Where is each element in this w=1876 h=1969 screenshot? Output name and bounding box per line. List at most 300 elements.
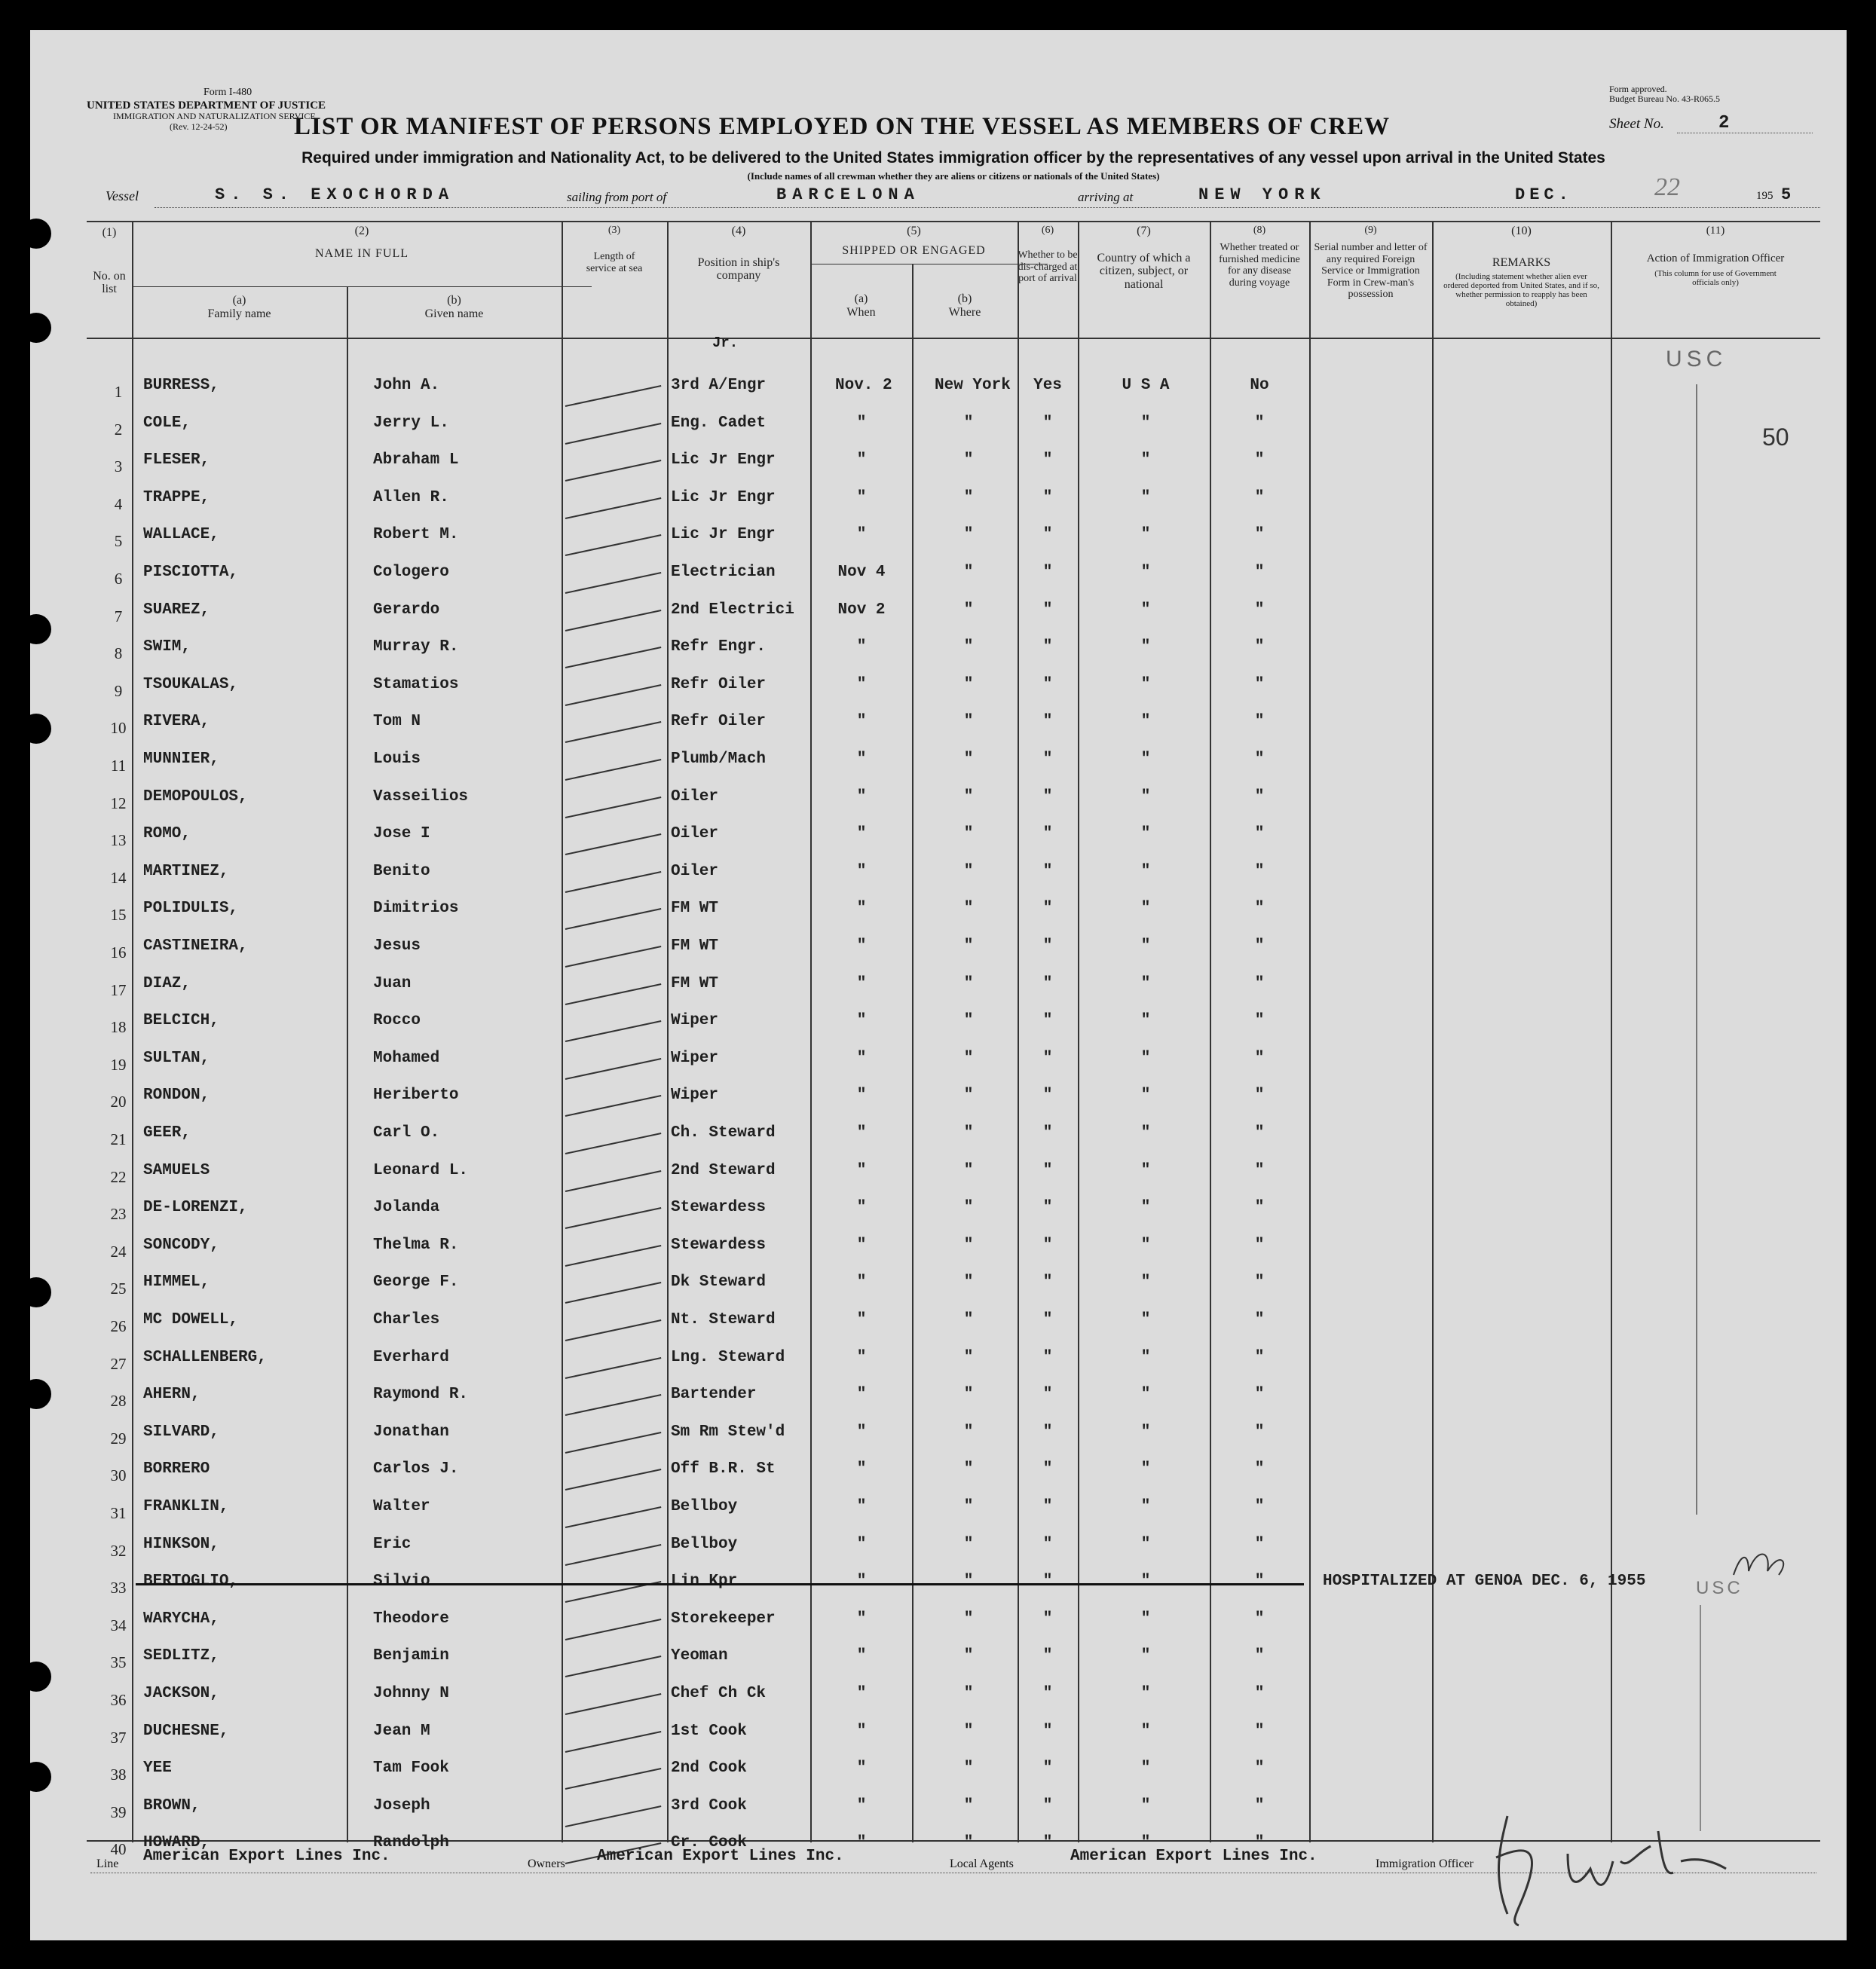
discharge: "	[1042, 1647, 1053, 1665]
family-name: YEE	[143, 1760, 172, 1778]
position: Dk Steward	[671, 1273, 767, 1292]
family-name: DIAZ,	[143, 974, 191, 992]
shipped-where: "	[963, 1685, 974, 1702]
shipped-when: "	[856, 1647, 867, 1665]
binder-hole	[30, 1662, 51, 1692]
discharge: "	[1042, 526, 1053, 544]
col5-number: (5)	[907, 225, 921, 237]
family-name: BROWN,	[143, 1796, 200, 1815]
family-name: MUNNIER,	[143, 751, 219, 768]
shipped-when: "	[856, 937, 867, 955]
discharge: "	[1042, 1348, 1053, 1366]
country: "	[1140, 1610, 1151, 1628]
discharge: "	[1042, 1386, 1053, 1404]
shipped-where: "	[963, 900, 974, 918]
shipped-when: "	[856, 1796, 867, 1815]
vessel-line	[155, 207, 1820, 208]
officer-signature	[1477, 1801, 1734, 1929]
col2a-header	[132, 294, 347, 320]
service-slash-mark	[565, 1020, 662, 1042]
country: "	[1140, 1498, 1151, 1515]
country: "	[1140, 900, 1151, 918]
family-name: BELCICH,	[143, 1012, 219, 1030]
position: Lic Jr Engr	[671, 451, 776, 469]
row-number: 19	[110, 1055, 127, 1074]
row-number: 17	[110, 980, 127, 999]
discharge: "	[1042, 488, 1053, 506]
given-name: John A.	[373, 377, 440, 394]
discharge: "	[1042, 1573, 1053, 1591]
crew-count-annotation: 50	[1762, 423, 1789, 451]
service-slash-mark	[565, 385, 662, 407]
row-number: 34	[110, 1616, 127, 1634]
binder-hole	[30, 219, 51, 249]
position: Ch. Steward	[671, 1124, 776, 1142]
year-prefix: 195	[1756, 190, 1773, 202]
given-name: Carlos J.	[373, 1460, 459, 1478]
country: "	[1140, 488, 1151, 506]
service-slash-mark	[565, 946, 662, 968]
owners-label: Owners	[528, 1857, 565, 1870]
shipped-when: "	[856, 1722, 867, 1740]
discharge: "	[1042, 1760, 1053, 1778]
shipped-where: "	[963, 675, 974, 693]
treated: "	[1254, 451, 1265, 469]
treated: "	[1254, 1460, 1265, 1478]
row-number: 31	[110, 1504, 127, 1522]
arriving-label: arriving at	[1078, 190, 1134, 204]
shipped-where: "	[963, 937, 974, 955]
shipped-where: "	[963, 601, 974, 619]
row-number: 3	[114, 457, 123, 476]
country: "	[1140, 526, 1151, 544]
family-name: WALLACE,	[143, 526, 219, 544]
service-slash-mark	[565, 423, 662, 445]
position: FM WT	[671, 974, 719, 992]
treated: "	[1254, 1049, 1265, 1067]
shipped-where: "	[963, 1796, 974, 1815]
treated: No	[1250, 377, 1269, 394]
family-name: SONCODY,	[143, 1236, 219, 1254]
shipped-when: "	[856, 1460, 867, 1478]
shipped-where: "	[963, 1498, 974, 1515]
row-number: 39	[110, 1802, 127, 1821]
shipped-when: "	[856, 1498, 867, 1515]
service-slash-mark	[565, 1469, 662, 1491]
col-line-6	[912, 264, 914, 1842]
service-slash-mark	[565, 1619, 662, 1640]
given-name: Heriberto	[373, 1087, 459, 1105]
row-number: 2	[114, 420, 123, 439]
discharge: Yes	[1033, 377, 1062, 394]
position: Wiper	[671, 1087, 719, 1105]
position: Stewardess	[671, 1199, 767, 1217]
country: "	[1140, 862, 1151, 880]
position: Bellboy	[671, 1498, 738, 1515]
col4-header	[667, 225, 810, 283]
discharge: "	[1042, 713, 1053, 731]
position: Wiper	[671, 1012, 719, 1030]
shipped-where: "	[963, 638, 974, 656]
treated: "	[1254, 1760, 1265, 1778]
sheet-label: Sheet No.	[1609, 116, 1664, 132]
given-name: George F.	[373, 1273, 459, 1292]
treated: "	[1254, 787, 1265, 806]
include-note: (Include names of all crewman whether they are aliens or citizens or nationals of the United States)	[747, 170, 1160, 182]
discharge: "	[1042, 862, 1053, 880]
family-name: AHERN,	[143, 1386, 200, 1404]
position: Refr Oiler	[671, 675, 767, 693]
family-name: BURRESS,	[143, 377, 219, 394]
country: "	[1140, 451, 1151, 469]
given-name: Rocco	[373, 1012, 421, 1030]
country: "	[1140, 825, 1151, 843]
row-number: 1	[114, 383, 123, 401]
position: Eng. Cadet	[671, 414, 767, 432]
given-name: Carl O.	[373, 1124, 440, 1142]
service-slash-mark	[565, 1207, 662, 1229]
treated: "	[1254, 1647, 1265, 1665]
treated: "	[1254, 1796, 1265, 1815]
treated: "	[1254, 1722, 1265, 1740]
discharge: "	[1042, 825, 1053, 843]
given-name: Benito	[373, 862, 430, 880]
shipped-where: "	[963, 1834, 974, 1852]
shipped-where: "	[963, 1012, 974, 1030]
col-line-12	[1611, 222, 1612, 1842]
name-subheader-border	[132, 286, 592, 287]
treated: "	[1254, 751, 1265, 768]
position: Refr Oiler	[671, 713, 767, 731]
discharge: "	[1042, 1049, 1053, 1067]
given-name: Gerardo	[373, 601, 440, 619]
shipped-when: "	[856, 1049, 867, 1067]
family-name: HOWARD,	[143, 1834, 210, 1852]
col10-note: (Including statement whether alien ever ordered deported from United States, and if so, whether permission to reapply has been obtained)	[1443, 272, 1599, 309]
shipped-when: "	[856, 825, 867, 843]
position: FM WT	[671, 900, 719, 918]
given-name: Randolph	[373, 1834, 449, 1852]
discharge: "	[1042, 1273, 1053, 1292]
agents-value: American Export Lines Inc.	[1070, 1848, 1317, 1865]
col1-number: (1)	[102, 226, 117, 239]
row-number: 13	[110, 831, 127, 850]
given-name: Raymond R.	[373, 1386, 469, 1404]
col10-number: (10)	[1511, 225, 1532, 237]
country: U S A	[1122, 377, 1170, 394]
shipped-where: "	[963, 1087, 974, 1105]
row-number: 36	[110, 1691, 127, 1709]
row-number: 20	[110, 1093, 127, 1111]
discharge: "	[1042, 1087, 1053, 1105]
given-name: Walter	[373, 1498, 430, 1515]
line-label: Line	[96, 1857, 119, 1870]
shipped-where: "	[963, 1423, 974, 1441]
col3-header	[562, 225, 667, 274]
treated: "	[1254, 1834, 1265, 1852]
family-name: SWIM,	[143, 638, 191, 656]
treated: "	[1254, 488, 1265, 506]
service-slash-mark	[565, 759, 662, 781]
sheet-number: 2	[1718, 113, 1730, 133]
col8-title: Whether treated or furnished medicine for any disease during voyage	[1219, 242, 1300, 289]
service-slash-mark	[565, 1544, 662, 1566]
treated: "	[1254, 1273, 1265, 1292]
family-name: RONDON,	[143, 1087, 210, 1105]
col6-number: (6)	[1041, 225, 1054, 236]
col-line-10	[1309, 222, 1311, 1842]
line-value: American Export Lines Inc.	[143, 1848, 390, 1865]
given-name: Jesus	[373, 937, 421, 955]
service-slash-mark	[565, 610, 662, 631]
family-name: POLIDULIS,	[143, 900, 239, 918]
col9-header	[1309, 225, 1432, 300]
treated: "	[1254, 564, 1265, 581]
country: "	[1140, 1273, 1151, 1292]
family-name: WARYCHA,	[143, 1610, 219, 1628]
shipped-where: "	[963, 1460, 974, 1478]
row-remark: HOSPITALIZED AT GENOA DEC. 6, 1955	[1323, 1573, 1646, 1591]
treated: "	[1254, 601, 1265, 619]
discharge: "	[1042, 601, 1053, 619]
binder-hole	[30, 1379, 51, 1409]
treated: "	[1254, 1685, 1265, 1702]
family-name: DEMOPOULOS,	[143, 787, 248, 806]
row-number: 35	[110, 1653, 127, 1672]
given-name: Allen R.	[373, 488, 449, 506]
given-name: Joseph	[373, 1796, 430, 1815]
row-number: 23	[110, 1205, 127, 1224]
shipped-when: Nov 2	[837, 601, 886, 619]
shipped-when: "	[856, 1161, 867, 1179]
family-name: FRANKLIN,	[143, 1498, 229, 1515]
position: 1st Cook	[671, 1722, 747, 1740]
shipped-when: "	[856, 488, 867, 506]
shipped-where: New York	[935, 377, 1011, 394]
given-name: Benjamin	[373, 1647, 449, 1665]
discharge: "	[1042, 1498, 1053, 1515]
family-name: RIVERA,	[143, 713, 210, 731]
given-name: Jean M	[373, 1722, 430, 1740]
position: Lic Jr Engr	[671, 488, 776, 506]
service-slash-mark	[565, 1768, 662, 1790]
binder-hole	[30, 313, 51, 343]
country: "	[1140, 601, 1151, 619]
service-slash-mark	[565, 983, 662, 1005]
service-slash-mark	[565, 796, 662, 818]
family-name: CASTINEIRA,	[143, 937, 248, 955]
position: Oiler	[671, 862, 719, 880]
given-name: Stamatios	[373, 675, 459, 693]
service-slash-mark	[565, 1095, 662, 1117]
position: Yeoman	[671, 1647, 728, 1665]
row-number: 9	[114, 681, 123, 700]
country: "	[1140, 638, 1151, 656]
shipped-when: "	[856, 1087, 867, 1105]
row-number: 8	[114, 644, 123, 663]
row-number: 33	[110, 1579, 127, 1598]
row-number: 21	[110, 1130, 127, 1148]
country: "	[1140, 1573, 1151, 1591]
col2a-title: Family name	[207, 307, 271, 320]
country: "	[1140, 1124, 1151, 1142]
treated: "	[1254, 900, 1265, 918]
shipped-where: "	[963, 1647, 974, 1665]
position: Nt. Steward	[671, 1311, 776, 1328]
shipped-when: Nov 4	[837, 564, 886, 581]
col5b-header	[912, 292, 1018, 319]
col2-number: (2)	[354, 225, 369, 237]
family-name: MARTINEZ,	[143, 862, 229, 880]
position: Bellboy	[671, 1535, 738, 1553]
col8-number: (8)	[1253, 225, 1266, 236]
given-name: Thelma R.	[373, 1236, 459, 1254]
row-number: 10	[110, 719, 127, 738]
given-name: Mohamed	[373, 1049, 440, 1067]
service-slash-mark	[565, 1656, 662, 1677]
col5-header	[810, 225, 1018, 257]
binder-hole	[30, 614, 51, 644]
country: "	[1140, 675, 1151, 693]
service-slash-mark	[565, 1693, 662, 1715]
year-digit: 5	[1781, 185, 1792, 204]
binder-hole	[30, 1277, 51, 1307]
family-name: FLESER,	[143, 451, 210, 469]
given-name: Charles	[373, 1311, 440, 1328]
service-slash-mark	[565, 1506, 662, 1528]
family-name: MC DOWELL,	[143, 1311, 239, 1328]
position: 2nd Electrici	[671, 601, 794, 619]
given-name: Theodore	[373, 1610, 449, 1628]
discharge: "	[1042, 1199, 1053, 1217]
given-name: Everhard	[373, 1348, 449, 1366]
shipped-when: "	[856, 900, 867, 918]
junior-annotation: Jr.	[712, 335, 739, 351]
family-name: SULTAN,	[143, 1049, 210, 1067]
col-line-7	[1018, 222, 1019, 1842]
position: Stewardess	[671, 1236, 767, 1254]
country: "	[1140, 1796, 1151, 1815]
treated: "	[1254, 862, 1265, 880]
col11-header	[1611, 225, 1820, 287]
shipped-when: "	[856, 1124, 867, 1142]
row-number: 26	[110, 1317, 127, 1335]
country: "	[1140, 1647, 1151, 1665]
col2-header	[132, 225, 592, 260]
col8-header	[1210, 225, 1309, 289]
country: "	[1140, 1760, 1151, 1778]
row-number: 15	[110, 906, 127, 925]
service-name: IMMIGRATION AND NATURALIZATION SERVICE	[113, 111, 316, 121]
form-approved: Form approved.	[1609, 84, 1667, 94]
shipped-where: "	[963, 862, 974, 880]
shipped-where: "	[963, 974, 974, 992]
shipped-when: "	[856, 1760, 867, 1778]
family-name: GEER,	[143, 1124, 191, 1142]
row-number: 28	[110, 1392, 127, 1411]
treated: "	[1254, 1386, 1265, 1404]
row-number: 11	[110, 757, 127, 775]
country: "	[1140, 1834, 1151, 1852]
discharge: "	[1042, 1796, 1053, 1815]
treated: "	[1254, 1423, 1265, 1441]
service-slash-mark	[565, 1133, 662, 1154]
given-name: Jose I	[373, 825, 430, 843]
service-slash-mark	[565, 721, 662, 743]
shipped-when: "	[856, 451, 867, 469]
row-number: 22	[110, 1167, 127, 1186]
given-name: Johnny N	[373, 1685, 449, 1702]
treated: "	[1254, 1348, 1265, 1366]
sailing-label: sailing from port of	[567, 190, 667, 204]
shipped-when: "	[856, 1386, 867, 1404]
col1-title: No. on list	[93, 269, 126, 296]
position: Wiper	[671, 1049, 719, 1067]
treated: "	[1254, 675, 1265, 693]
col9-title: Serial number and letter of any required Foreign Service or Immigration Form in Crew-man's possession	[1314, 242, 1428, 300]
position: 3rd Cook	[671, 1796, 747, 1815]
row-number: 30	[110, 1466, 127, 1485]
col2b-number: (b)	[447, 294, 461, 307]
shipped-where: "	[963, 1760, 974, 1778]
table-top-border	[87, 221, 1820, 222]
family-name: JACKSON,	[143, 1685, 219, 1702]
col3-number: (3)	[607, 225, 621, 236]
position: 2nd Steward	[671, 1161, 776, 1179]
shipped-when: "	[856, 1423, 867, 1441]
country: "	[1140, 974, 1151, 992]
shipped-where: "	[963, 564, 974, 581]
col11-number: (11)	[1706, 225, 1725, 237]
position: Bartender	[671, 1386, 757, 1404]
col-line-3	[562, 222, 563, 1842]
country: "	[1140, 1311, 1151, 1328]
position: Off B.R. St	[671, 1460, 776, 1478]
family-name: SUAREZ,	[143, 601, 210, 619]
shipped-where: "	[963, 1199, 974, 1217]
country: "	[1140, 1012, 1151, 1030]
col11-note: (This column for use of Government officials only)	[1654, 269, 1777, 288]
shipped-where: "	[963, 1535, 974, 1553]
department-name: UNITED STATES DEPARTMENT OF JUSTICE	[87, 99, 326, 112]
family-name: PISCIOTTA,	[143, 564, 239, 581]
col3-title: Length of service at sea	[586, 251, 643, 274]
row-number: 32	[110, 1541, 127, 1560]
col5a-number: (a)	[854, 292, 868, 305]
discharge: "	[1042, 900, 1053, 918]
ditto-bracket-top	[1696, 384, 1697, 1515]
discharge: "	[1042, 675, 1053, 693]
service-slash-mark	[565, 534, 662, 556]
shipped-when: "	[856, 414, 867, 432]
family-name: ROMO,	[143, 825, 191, 843]
given-name: Louis	[373, 751, 421, 768]
treated: "	[1254, 638, 1265, 656]
position: 3rd A/Engr	[671, 377, 767, 394]
treated: "	[1254, 526, 1265, 544]
shipped-where: "	[963, 526, 974, 544]
vessel-label: Vessel	[106, 188, 139, 203]
col-line-9	[1210, 222, 1211, 1842]
manifest-sheet	[30, 30, 1847, 1940]
treated: "	[1254, 1161, 1265, 1179]
family-name: SEDLITZ,	[143, 1647, 219, 1665]
budget-bureau-number: Budget Bureau No. 43-R065.5	[1609, 93, 1720, 104]
discharge: "	[1042, 564, 1053, 581]
row-number: 24	[110, 1242, 127, 1261]
row-number: 27	[110, 1354, 127, 1373]
discharge: "	[1042, 751, 1053, 768]
